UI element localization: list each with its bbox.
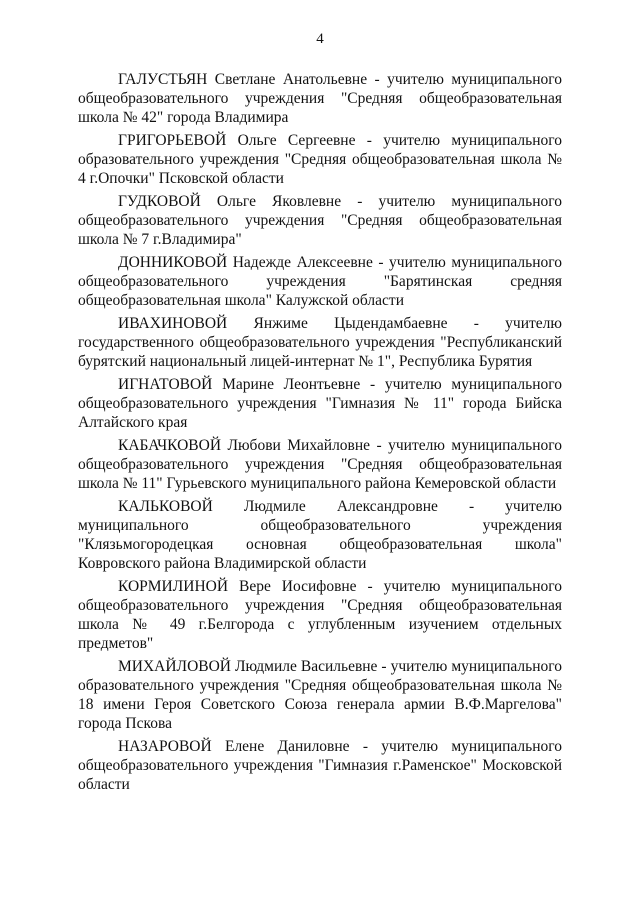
- recipient-entry: МИХАЙЛОВОЙ Людмиле Васильевне - учителю муниципального образовательного учреждения "Средняя общеобразовательная школа № 18 имени Героя Советского Союза генерала армии В.Ф.Маргелова" города Пскова: [78, 658, 562, 732]
- recipient-entry: ДОННИКОВОЙ Надежде Алексеевне - учителю муниципального общеобразовательного учреждения "Барятинская средняя общеобразовательная школа" Калужской области: [78, 254, 562, 309]
- recipient-entry: НАЗАРОВОЙ Елене Даниловне - учителю муниципального общеобразовательного учреждения "Гимназия г.Раменское" Московской области: [78, 738, 562, 793]
- recipient-entry: ИВАХИНОВОЙ Янжиме Цыдендамбаевне - учителю государственного общеобразовательного учреждения "Республиканский бурятский национальный лицей-интернат № 1", Республика Бурятия: [78, 315, 562, 370]
- page-number: 4: [316, 31, 324, 47]
- recipient-entry: КАБАЧКОВОЙ Любови Михайловне - учителю муниципального общеобразовательного учреждения "Средняя общеобразовательная школа № 11" Гурьевского муниципального района Кемеровской области: [78, 437, 562, 492]
- recipient-entry: ИГНАТОВОЙ Марине Леонтьевне - учителю муниципального общеобразовательного учреждения "Гимназия № 11" города Бийска Алтайского края: [78, 376, 562, 431]
- recipient-entry: ГУДКОВОЙ Ольге Яковлевне - учителю муниципального общеобразовательного учреждения "Средняя общеобразовательная школа № 7 г.Владимира": [78, 193, 562, 248]
- recipient-entry: ГРИГОРЬЕВОЙ Ольге Сергеевне - учителю муниципального образовательного учреждения "Средняя общеобразовательная школа № 4 г.Опочки" Псковской области: [78, 132, 562, 187]
- recipient-entry: КАЛЬКОВОЙ Людмиле Александровне - учителю муниципального общеобразовательного учреждения "Клязьмогородецкая основная общеобразовательная школа" Ковровского района Владимирской области: [78, 498, 562, 572]
- recipient-entry: КОРМИЛИНОЙ Вере Иосифовне - учителю муниципального общеобразовательного учреждения "Средняя общеобразовательная школа № 49 г.Белгорода с углубленным изучением отдельных предметов": [78, 578, 562, 652]
- award-recipient-list: [78, 70, 562, 798]
- recipient-entry: ГАЛУСТЬЯН Светлане Анатольевне - учителю муниципального общеобразовательного учреждения "Средняя общеобразовательная школа № 42" города Владимира: [78, 71, 562, 126]
